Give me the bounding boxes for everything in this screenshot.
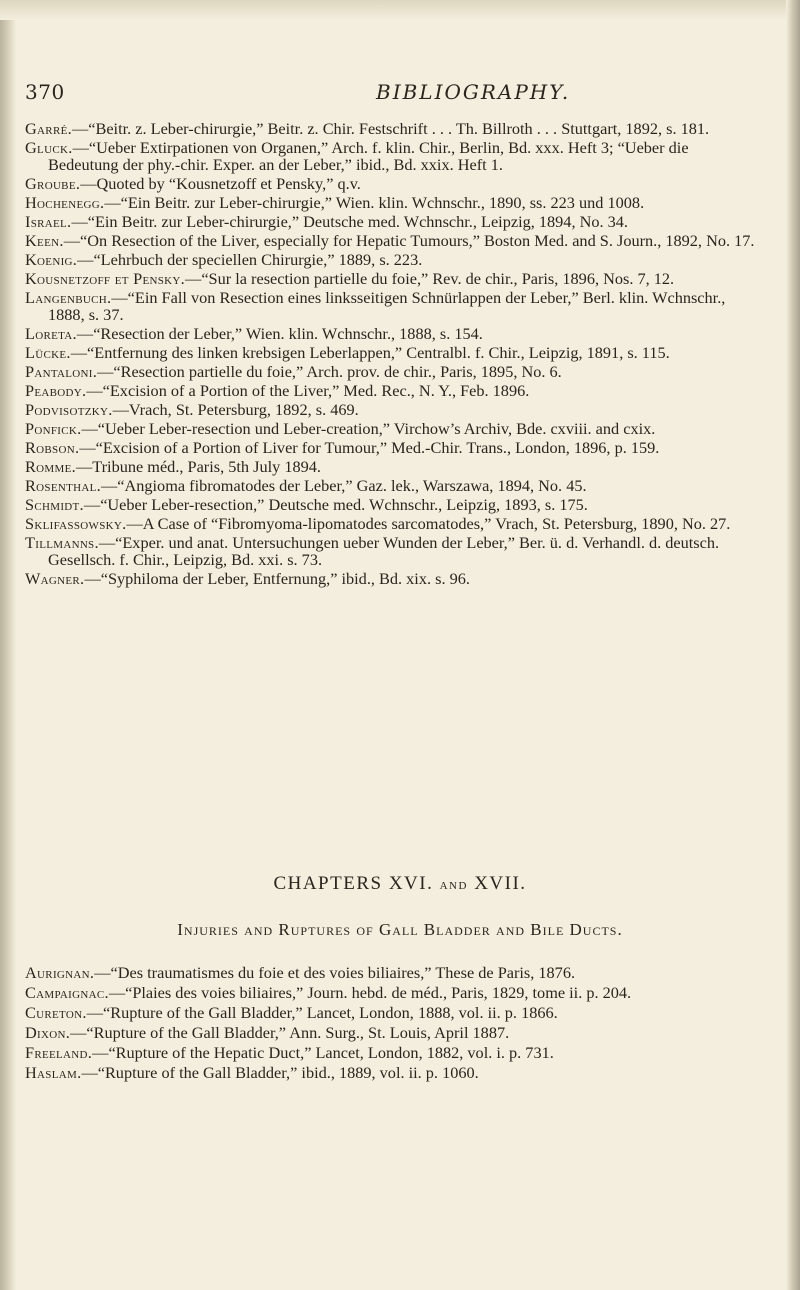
chapter-heading-part2: XVII. bbox=[474, 873, 527, 894]
bibliography-entry bbox=[25, 534, 760, 568]
entry-author: Sklifassowsky. bbox=[25, 514, 127, 533]
entry-citation: —“Ueber Leber-resection,” Deutsche med. Wchnschr., Leipzig, 1893, s. 175. bbox=[83, 495, 588, 514]
entry-author: Pantaloni. bbox=[25, 362, 98, 381]
bibliography-entry bbox=[25, 139, 760, 173]
page-header bbox=[0, 80, 800, 110]
entry-citation: —“Syphiloma der Leber, Entfernung,” ibid., Bd. xix. s. 96. bbox=[84, 569, 470, 588]
entry-citation: —“Beitr. z. Leber-chirurgie,” Beitr. z. Chir. Festschrift . . . Th. Billroth . . . Stuttgart, 1892, s. 181. bbox=[71, 119, 710, 138]
bibliography-entry bbox=[25, 570, 760, 587]
entry-citation: —“Ein Beitr. zur Leber-chirurgie,” Wien. klin. Wchnschr., 1890, ss. 223 und 1008. bbox=[104, 193, 645, 212]
bibliography-entry bbox=[25, 515, 760, 532]
entry-author: Wagner. bbox=[25, 569, 85, 588]
entry-citation: —“Ein Beitr. zur Leber-chirurgie,” Deutsche med. Wchnschr., Leipzig, 1894, No. 34. bbox=[71, 212, 628, 231]
page-right-edge-shadow bbox=[786, 0, 800, 1290]
bibliography-entry bbox=[25, 984, 760, 1001]
entry-citation: —“Ein Fall von Resection eines linksseitigen Schnürlappen der Leber,” Berl. klin. Wchnschr., 1888, s. 37. bbox=[48, 288, 726, 324]
bibliography-entry bbox=[25, 289, 760, 323]
entry-author: Hochenegg. bbox=[25, 193, 105, 212]
bibliography-entry bbox=[25, 458, 760, 475]
entry-author: Schmidt. bbox=[25, 495, 84, 514]
bibliography-list-liver bbox=[25, 120, 760, 589]
entry-author: Romme. bbox=[25, 457, 76, 476]
entry-author: Gluck. bbox=[25, 138, 73, 157]
entry-citation: —Tribune méd., Paris, 5th July 1894. bbox=[75, 457, 321, 476]
bibliography-entry bbox=[25, 1004, 760, 1021]
entry-citation: —Quoted by “Kousnetzoff et Pensky,” q.v. bbox=[80, 174, 361, 193]
chapter-heading-and: and bbox=[439, 877, 468, 893]
entry-citation: —“Rupture of the Hepatic Duct,” Lancet, London, 1882, vol. i. p. 731. bbox=[92, 1043, 554, 1062]
entry-author: Dixon. bbox=[25, 1023, 71, 1042]
entry-citation: —“Entfernung des linken krebsigen Leberlappen,” Centralbl. f. Chir., Leipzig, 1891, s. 115. bbox=[70, 343, 670, 362]
entry-author: Kousnetzoff et Pensky. bbox=[25, 269, 186, 288]
entry-author: Haslam. bbox=[25, 1063, 82, 1082]
bibliography-list-gall-bladder bbox=[25, 964, 760, 1084]
bibliography-entry bbox=[25, 270, 760, 287]
bibliography-entry bbox=[25, 496, 760, 513]
entry-author: Langenbuch. bbox=[25, 288, 112, 307]
entry-author: Loreta. bbox=[25, 324, 77, 343]
bibliography-entry bbox=[25, 964, 760, 981]
entry-author: Freeland. bbox=[25, 1043, 93, 1062]
bibliography-entry bbox=[25, 325, 760, 342]
entry-author: Robson. bbox=[25, 438, 80, 457]
entry-citation: —Vrach, St. Petersburg, 1892, s. 469. bbox=[112, 400, 359, 419]
entry-author: Ponfick. bbox=[25, 419, 82, 438]
entry-author: Aurignan. bbox=[25, 963, 95, 982]
entry-citation: —“Ueber Extirpationen von Organen,” Arch. f. klin. Chir., Berlin, Bd. xxx. Heft 3; “Ueber die Bedeutung der phy.-chir. Exper. an der Leber,” ibid., Bd. xxix. Heft 1. bbox=[48, 138, 689, 174]
running-title: BIBLIOGRAPHY. bbox=[376, 80, 571, 104]
entry-author: Israel. bbox=[25, 212, 72, 231]
bibliography-entry bbox=[25, 232, 760, 249]
bibliography-entry bbox=[25, 1064, 760, 1081]
bibliography-entry bbox=[25, 382, 760, 399]
bibliography-entry bbox=[25, 251, 760, 268]
bibliography-entry bbox=[25, 1044, 760, 1061]
entry-citation: —“Rupture of the Gall Bladder,” Ann. Surg., St. Louis, April 1887. bbox=[70, 1023, 510, 1042]
entry-citation: —“Ueber Leber-resection und Leber-creation,” Virchow’s Archiv, Bde. cxviii. and cxix. bbox=[81, 419, 656, 438]
entry-citation: —“Rupture of the Gall Bladder,” Lancet, London, 1888, vol. ii. p. 1866. bbox=[86, 1003, 558, 1022]
entry-author: Koenig. bbox=[25, 250, 78, 269]
section-heading: Injuries and Ruptures of Gall Bladder and Bile Ducts. bbox=[177, 920, 623, 939]
entry-citation: —“Angioma fibromatodes der Leber,” Gaz. lek., Warszawa, 1894, No. 45. bbox=[100, 476, 587, 495]
bibliography-entry bbox=[25, 213, 760, 230]
entry-author: Rosenthal. bbox=[25, 476, 101, 495]
bibliography-entry bbox=[25, 1024, 760, 1041]
bibliography-entry bbox=[25, 477, 760, 494]
entry-citation: —“On Resection of the Liver, especially for Hepatic Tumours,” Boston Med. and S. Journ., 1892, No. 17. bbox=[63, 231, 755, 250]
bibliography-entry bbox=[25, 344, 760, 361]
entry-author: Cureton. bbox=[25, 1003, 87, 1022]
chapter-heading-part1: CHAPTERS XVI. bbox=[273, 873, 434, 894]
bibliography-entry bbox=[25, 363, 760, 380]
bibliography-entry bbox=[25, 420, 760, 437]
page-left-edge-shadow bbox=[0, 0, 16, 1290]
entry-citation: —“Des traumatismes du foie et des voies biliaires,” These de Paris, 1876. bbox=[94, 963, 576, 982]
entry-citation: —“Rupture of the Gall Bladder,” ibid., 1889, vol. ii. p. 1060. bbox=[81, 1063, 479, 1082]
bibliography-entry bbox=[25, 439, 760, 456]
entry-author: Keen. bbox=[25, 231, 64, 250]
bibliography-entry bbox=[25, 194, 760, 211]
entry-author: Garré. bbox=[25, 119, 72, 138]
entry-author: Lücke. bbox=[25, 343, 71, 362]
entry-author: Campaignac. bbox=[25, 983, 109, 1002]
entry-citation: —“Excision of a Portion of Liver for Tumour,” Med.-Chir. Trans., London, 1896, p. 159. bbox=[79, 438, 660, 457]
bibliography-entry bbox=[25, 175, 760, 192]
entry-citation: —“Excision of a Portion of the Liver,” Med. Rec., N. Y., Feb. 1896. bbox=[86, 381, 530, 400]
entry-citation: —“Resection der Leber,” Wien. klin. Wchnschr., 1888, s. 154. bbox=[76, 324, 483, 343]
chapter-heading bbox=[0, 873, 800, 895]
entry-citation: —“Resection partielle du foie,” Arch. prov. de chir., Paris, 1895, No. 6. bbox=[97, 362, 562, 381]
entry-citation: —A Case of “Fibromyoma-lipomatodes sarcomatodes,” Vrach, St. Petersburg, 1890, No. 27. bbox=[126, 514, 731, 533]
page-number: 370 bbox=[25, 80, 65, 104]
entry-author: Tillmanns. bbox=[25, 533, 99, 552]
entry-citation: —“Lehrbuch der speciellen Chirurgie,” 1889, s. 223. bbox=[77, 250, 423, 269]
page-top-edge-shadow bbox=[0, 0, 800, 20]
entry-citation: —“Exper. und anat. Untersuchungen ueber Wunden der Leber,” Ber. ü. d. Verhandl. d. deutsch. Gesellsch. f. Chir., Leipzig, Bd. xxi. s. 73. bbox=[48, 533, 720, 569]
bibliography-entry bbox=[25, 120, 760, 137]
entry-author: Peabody. bbox=[25, 381, 87, 400]
entry-citation: —“Sur la resection partielle du foie,” Rev. de chir., Paris, 1896, Nos. 7, 12. bbox=[185, 269, 675, 288]
entry-author: Podvisotzky. bbox=[25, 400, 113, 419]
bibliography-entry bbox=[25, 401, 760, 418]
entry-author: Groube. bbox=[25, 174, 81, 193]
entry-citation: —“Plaies des voies biliaires,” Journ. hebd. de méd., Paris, 1829, tome ii. p. 204. bbox=[108, 983, 632, 1002]
